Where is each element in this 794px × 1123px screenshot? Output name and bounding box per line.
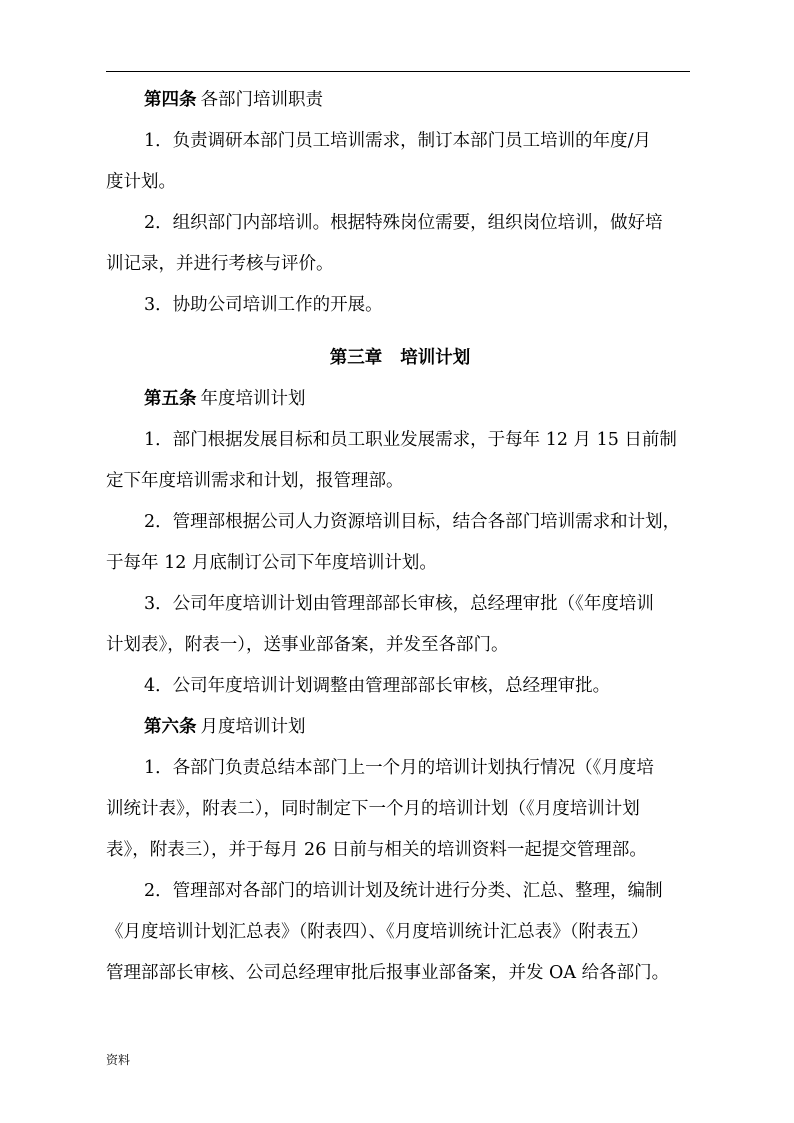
paragraph-line: 2．管理部根据公司人力资源培训目标，结合各部门培训需求和计划， [144, 512, 681, 532]
article-6-item-1 [106, 748, 694, 871]
article-5-title: 第五条 [144, 389, 197, 409]
article-6-heading [106, 707, 694, 748]
article-5-item-2 [106, 502, 694, 584]
paragraph-line: 2．管理部对各部门的培训计划及统计进行分类、汇总、整理，编制 [144, 881, 663, 901]
document-body [106, 80, 694, 994]
article-6-item-2 [106, 871, 694, 994]
paragraph-line: 训统计表》，附表二），同时制定下一个月的培训计划（《月度培训计划 [106, 799, 640, 819]
article-5-heading [106, 379, 694, 420]
article-6-heading-text: 月度培训计划 [200, 717, 306, 737]
article-4-heading [106, 80, 694, 121]
header-rule [106, 71, 690, 72]
paragraph-line: 表》，附表三），并于每月 26 日前与相关的培训资料一起提交管理部。 [106, 840, 647, 860]
article-4-heading-text: 各部门培训职责 [200, 90, 323, 110]
chapter-3-title: 培训计划 [400, 348, 471, 368]
article-5-heading-text: 年度培训计划 [200, 389, 306, 409]
paragraph-line: 3．公司年度培训计划由管理部部长审核，总经理审批（《年度培训 [144, 594, 654, 614]
paragraph-line: 管理部部长审核、公司总经理审批后报事业部备案，并发 OA 给各部门。 [106, 963, 670, 983]
paragraph-line: 训记录，并进行考核与评价。 [106, 254, 334, 274]
paragraph-line: 3．协助公司培训工作的开展。 [144, 295, 383, 315]
chapter-3-heading [106, 338, 694, 379]
paragraph-line: 于每年 12 月底制订公司下年度培训计划。 [106, 553, 437, 573]
article-5-item-3 [106, 584, 694, 666]
article-5-item-1 [106, 420, 694, 502]
chapter-3-number: 第三章 [329, 348, 383, 368]
article-4-item-1 [106, 121, 694, 203]
article-4-title: 第四条 [144, 90, 197, 110]
paragraph-line: 计划表》，附表一），送事业部备案，并发至各部门。 [106, 635, 509, 655]
article-5-item-4 [106, 666, 694, 707]
article-4-item-2 [106, 203, 694, 285]
paragraph-line: 1．负责调研本部门员工培训需求，制订本部门员工培训的年度/月 [144, 131, 652, 151]
footer-label: 资料 [106, 1053, 131, 1067]
paragraph-line: 定下年度培训需求和计划，报管理部。 [106, 471, 404, 491]
paragraph-line: 度计划。 [106, 172, 176, 192]
article-4-item-3 [106, 285, 694, 326]
paragraph-line: 4．公司年度培训计划调整由管理部部长审核，总经理审批。 [144, 676, 611, 696]
article-6-title: 第六条 [144, 717, 197, 737]
paragraph-line: 1．各部门负责总结本部门上一个月的培训计划执行情况（《月度培 [144, 758, 654, 778]
paragraph-line: 1．部门根据发展目标和员工职业发展需求，于每年 12 月 15 日前制 [144, 430, 677, 450]
paragraph-line: 2．组织部门内部培训。根据特殊岗位需要，组织岗位培训，做好培 [144, 213, 663, 233]
paragraph-line: 《月度培训计划汇总表》（附表四）、《月度培训统计汇总表》（附表五） [106, 922, 649, 942]
